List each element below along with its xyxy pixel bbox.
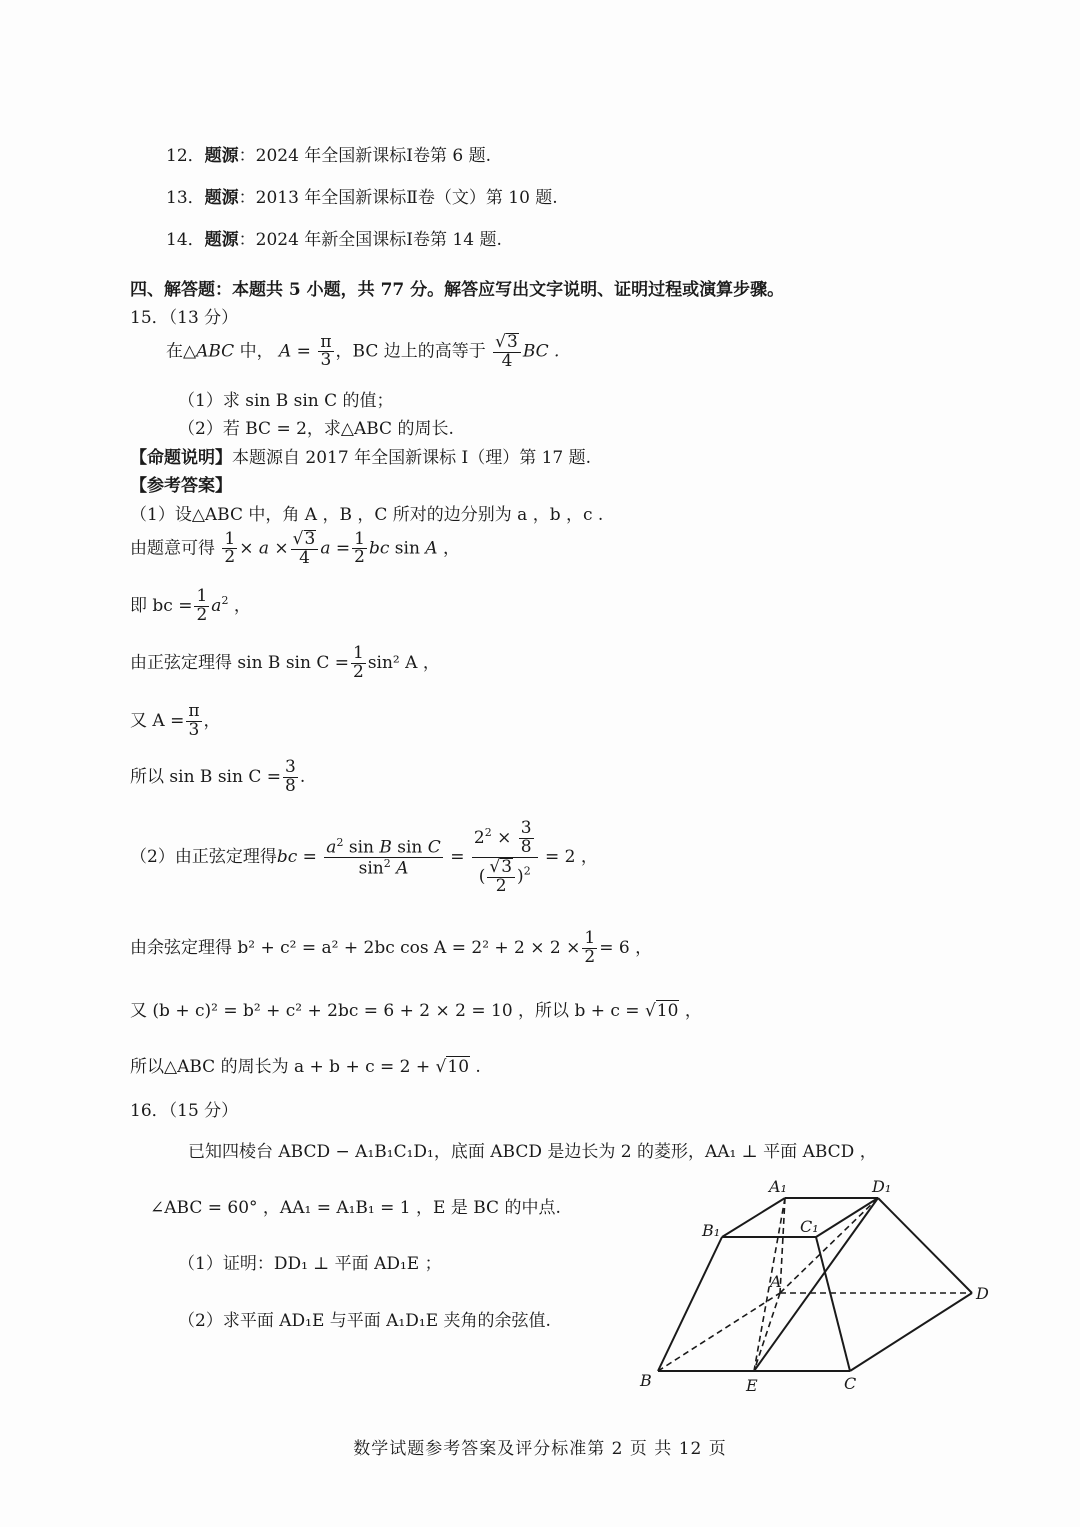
q15-note: 【命题说明】本题源自 2017 年全国新课标 Ⅰ（理）第 17 题. <box>130 448 592 468</box>
sol-line-10: 所以△ABC 的周长为 a + b + c = 2 + √10 . <box>130 1057 481 1077</box>
q16-stem-2: ∠ABC = 60° ，AA₁ = A₁B₁ = 1 ，E 是 BC 的中点. <box>150 1198 561 1218</box>
sol-line-8: 由余弦定理得 b² + c² = a² + 2bc cos A = 2² + 2 × 2 × $\frac{1}{2}$ = 6 ， <box>130 928 653 967</box>
label-c1: C₁ <box>800 1217 819 1236</box>
source-13: 13．题源：2013 年全国新课标Ⅱ卷（文）第 10 题. <box>166 188 558 208</box>
source-12: 12．题源：2024 年全国新课标Ⅰ卷第 6 题. <box>166 146 492 166</box>
label-a1: A₁ <box>769 1177 787 1196</box>
section-4-heading: 四、解答题：本题共 5 小题，共 77 分。解答应写出文字说明、证明过程或演算步骤。 <box>130 280 785 300</box>
edge-c-d <box>850 1293 972 1371</box>
source-14: 14．题源：2024 年新全国课标Ⅰ卷第 14 题. <box>166 230 502 250</box>
page-footer: 数学试题参考答案及评分标准第 2 页 共 12 页 <box>353 1439 727 1459</box>
q15-part2: （2）若 BC = 2，求△ABC 的周长. <box>178 419 454 439</box>
sol-line-9: 又 (b + c)² = b² + c² + 2bc = 6 + 2 × 2 = 10 ，所以 b + c = √10 ， <box>130 1001 702 1021</box>
label-d1: D₁ <box>872 1177 892 1196</box>
sol-line-6: 所以 sin B sin C = $\frac{3}{8}$ . <box>130 757 306 796</box>
segment-a-d1 <box>780 1198 878 1293</box>
label-e: E <box>746 1376 758 1395</box>
label-b: B <box>640 1371 652 1390</box>
q16-stem-1: 已知四棱台 ABCD − A₁B₁C₁D₁，底面 ABCD 是边长为 2 的菱形，AA₁ ⊥ 平面 ABCD ， <box>188 1142 877 1162</box>
label-b1: B₁ <box>702 1221 721 1240</box>
sol-line-2: 由题意可得 $\frac{1}{2}$ × a × $\frac{√3}{4}$ a = $\frac{1}{2}$ bc sin A ， <box>130 528 460 568</box>
edge-b1-b <box>658 1237 722 1371</box>
edge-c1-d1 <box>816 1198 878 1237</box>
sol-line-1: （1）设△ABC 中，角 A ，B ，C 所对的边分别为 a ，b ，c . <box>130 505 604 525</box>
sol-line-7: （2）由正弦定理得bc = $\frac{a^2 \sin B \sin C}{\sin^2 A}$ = $2^2$ × $\frac{3}{8}$ ( $\frac{√3}{2}$ )$^2$ = 2 ， <box>130 818 598 896</box>
sol-line-5: 又 A = $\frac{\pi}{3}$ ， <box>130 701 221 740</box>
label-c: C <box>844 1374 857 1393</box>
label-a: A <box>770 1272 782 1291</box>
q15-part1: （1）求 sin B sin C 的值； <box>178 391 394 411</box>
pi-over-3: $\frac{\pi}{3}$ <box>320 331 332 371</box>
sol-line-3: 即 bc = $\frac{1}{2}$ $a^2$ ， <box>130 586 251 625</box>
edge-b1-a1 <box>722 1198 785 1237</box>
q16-part1: （1）证明：DD₁ ⊥ 平面 AD₁E ； <box>178 1254 442 1274</box>
q16-part2: （2）求平面 AD₁E 与平面 A₁D₁E 夹角的余弦值. <box>178 1311 551 1331</box>
edge-d1-d <box>878 1198 972 1293</box>
frustum-figure <box>630 1170 1010 1400</box>
q15-header: 15．（13 分） <box>130 308 239 328</box>
sol-line-4: 由正弦定理得 sin B sin C = $\frac{1}{2}$ sin² A ， <box>130 643 440 682</box>
q15-stem: 在△ABC 中， A = $\frac{\pi}{3}$ ，BC 边上的高等于 $\frac{√3}{4}$ BC . <box>166 331 560 371</box>
label-d: D <box>976 1284 989 1303</box>
q16-header: 16．（15 分） <box>130 1101 239 1121</box>
edge-c1-c <box>816 1237 850 1371</box>
segment-a-e <box>754 1293 780 1371</box>
answer-label: 【参考答案】 <box>130 476 232 496</box>
sqrt3-over-4: $\frac{√3}{4}$ <box>493 333 521 371</box>
